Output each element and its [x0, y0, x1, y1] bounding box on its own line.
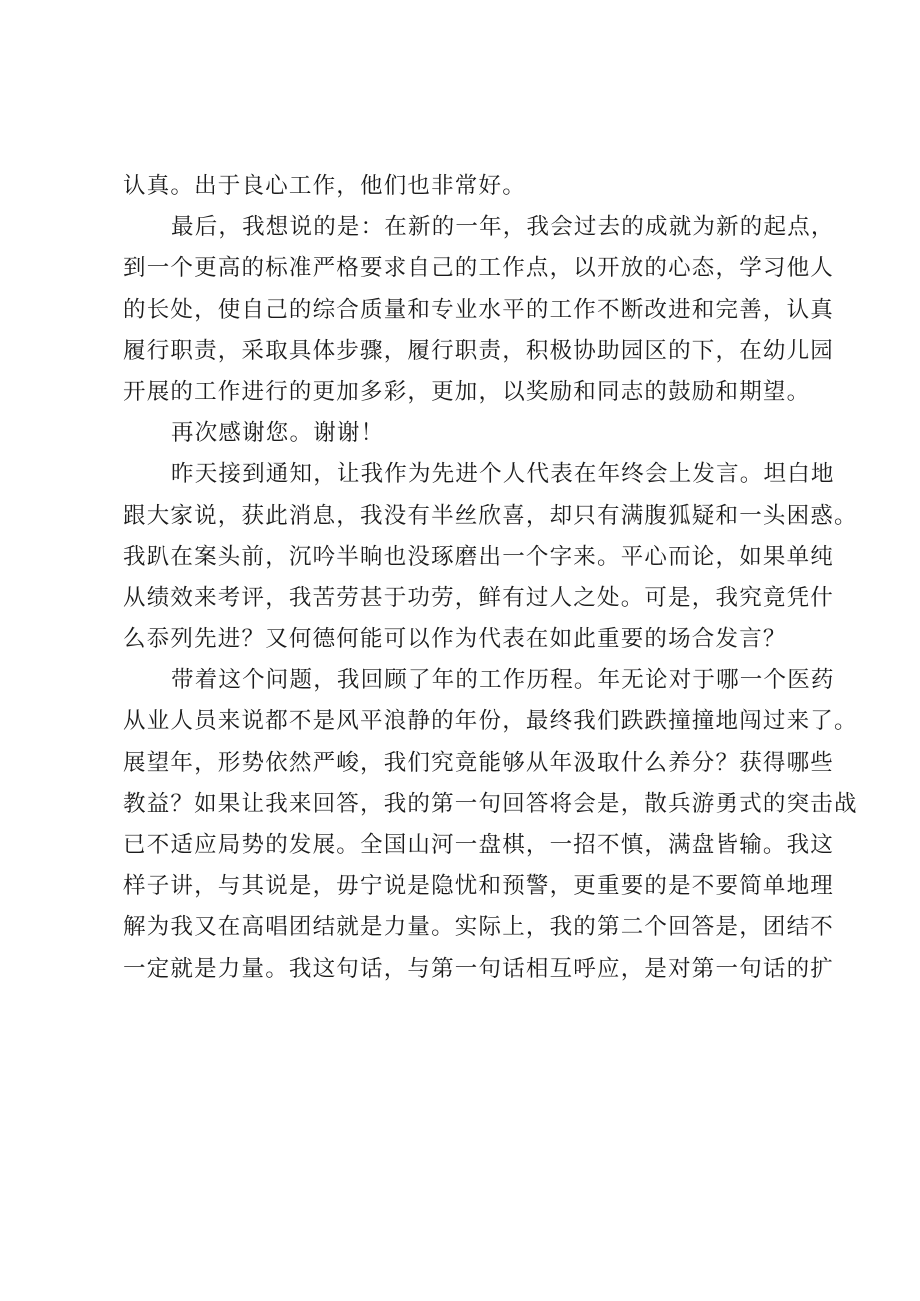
text-line: 跟大家说，获此消息，我没有半丝欣喜，却只有满腹狐疑和一头困惑。 — [123, 502, 858, 529]
text-line: 样子讲，与其说是，毋宁说是隐忧和预警，更重要的是不要简单地理 — [123, 873, 835, 900]
text-line: 开展的工作进行的更加多彩，更加，以奖励和同志的鼓励和期望。 — [123, 378, 811, 405]
text-line: 带着这个问题，我回顾了年的工作历程。年无论对于哪一个医药 — [171, 667, 835, 694]
text-line: 已不适应局势的发展。全国山河一盘棋，一招不慎，满盘皆输。我这 — [123, 832, 835, 858]
text-line: 展望年，形势依然严峻，我们究竟能够从年汲取什么养分？获得哪些 — [123, 749, 835, 776]
text-line: 的长处，使自己的综合质量和专业水平的工作不断改进和完善，认真 — [123, 296, 835, 323]
text-line: 昨天接到通知，让我作为先进个人代表在年终会上发言。坦白地 — [171, 461, 835, 488]
text-line: 再次感谢您。谢谢！ — [171, 420, 385, 447]
text-line: 从业人员来说都不是风平浪静的年份，最终我们跌跌撞撞地闯过来了。 — [123, 708, 858, 735]
text-line: 教益？如果让我来回答，我的第一句回答将会是，散兵游勇式的突击战 — [123, 790, 858, 817]
text-line: 最后，我想说的是：在新的一年，我会过去的成就为新的起点， — [171, 214, 835, 241]
text-line: 履行职责，采取具体步骤，履行职责，积极协助园区的下，在幼儿园 — [123, 337, 835, 364]
text-line: 解为我又在高唱团结就是力量。实际上，我的第二个回答是，团结不 — [123, 914, 835, 941]
text-line: 认真。出于良心工作，他们也非常好。 — [123, 173, 526, 199]
text-line: 么忝列先进？又何德何能可以作为代表在如此重要的场合发言？ — [123, 626, 787, 653]
body-text — [123, 166, 858, 990]
text-line: 到一个更高的标准严格要求自己的工作点，以开放的心态，学习他人 — [123, 255, 835, 282]
text-line: 我趴在案头前，沉吟半晌也没琢磨出一个字来。平心而论，如果单纯 — [123, 543, 835, 570]
text-line: 一定就是力量。我这句话，与第一句话相互呼应，是对第一句话的扩 — [123, 955, 835, 982]
text-line: 从绩效来考评，我苦劳甚于功劳，鲜有过人之处。可是，我究竟凭什 — [123, 584, 835, 611]
